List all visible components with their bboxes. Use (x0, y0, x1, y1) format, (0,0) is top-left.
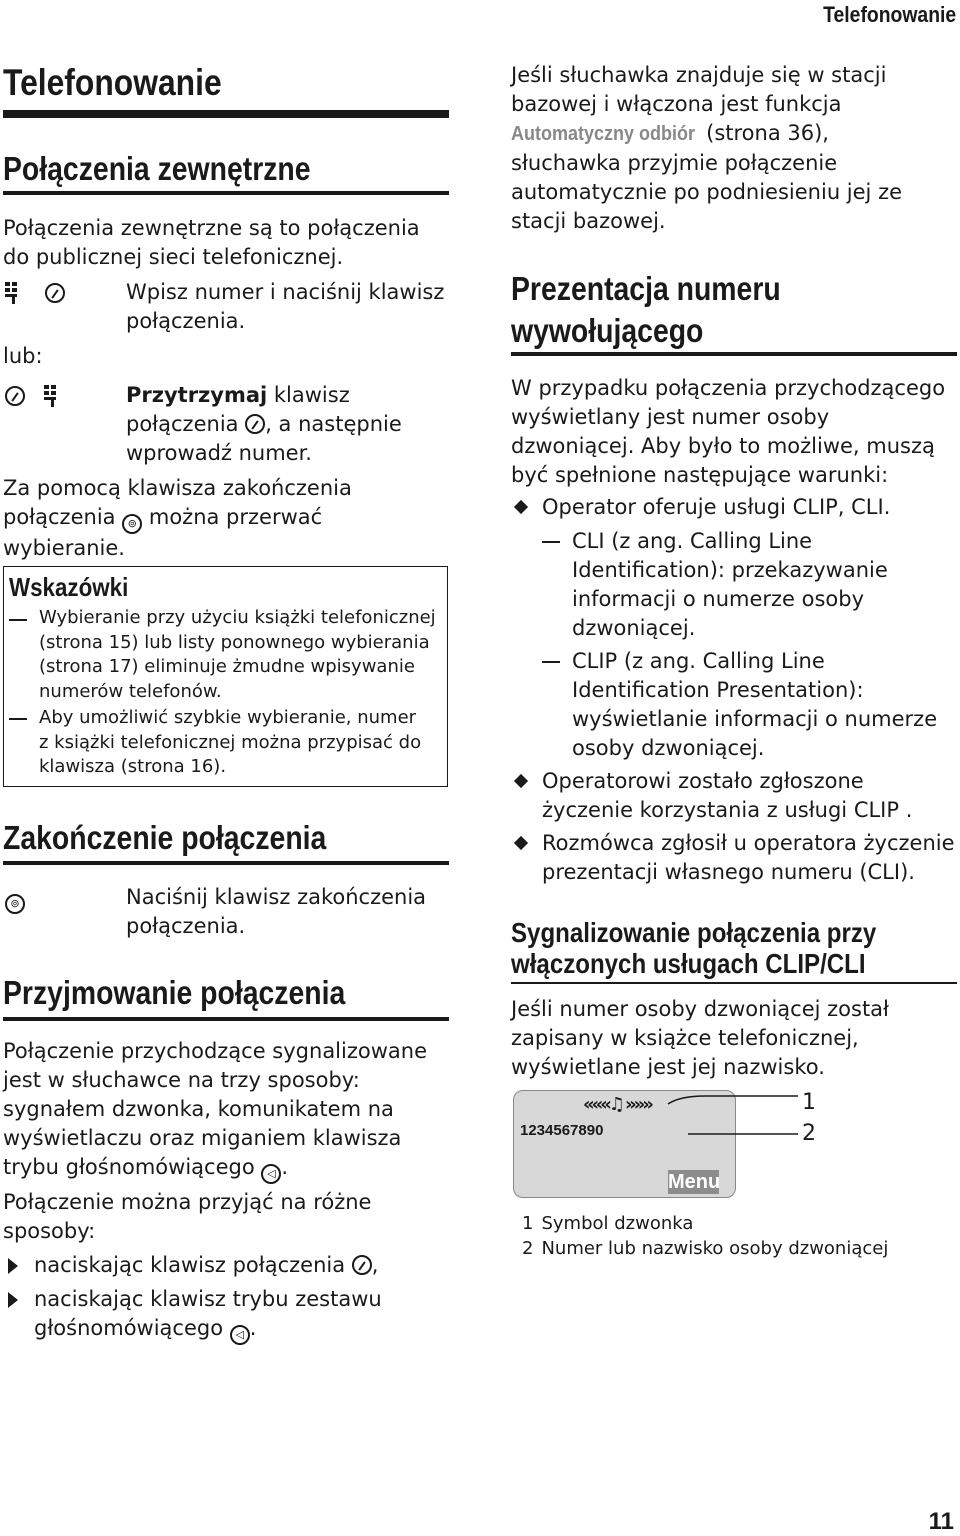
ext-intro: Połączenia zewnętrzne są to połączenia do publicznej sieci telefonicznej. (3, 216, 420, 269)
clip-intro: W przypadku połączenia przychodzącego wyświetlany jest numer osoby dzwoniącej. Aby było to możliwe, muszą być spełnione następujące warunki: (511, 376, 946, 487)
talk-key-icon (45, 283, 65, 304)
section-rule (511, 982, 957, 984)
section-title-clip: Prezentacja numeru wywołującego (511, 270, 781, 349)
speaker-key-icon: ◁ (261, 1164, 281, 1184)
section-title-signal: Sygnalizowanie połączenia przy włączonych usługach CLIP/CLI (511, 917, 877, 979)
ext-step2: Przytrzymaj klawisz połączenia , a następnie wprowadź numer. (126, 383, 402, 465)
or-label: lub: (3, 344, 43, 368)
accept-option: naciskając klawisz połączenia , (34, 1253, 379, 1277)
accept-p1: Połączenie przychodzące sygnalizowane jest w słuchawce na trzy sposoby: sygnałem dzwonka, komunikatem na wyświetlaczu oraz miganiem klawisza trybu głośnomówiącego ◁ . (3, 1037, 427, 1184)
dash (542, 541, 560, 543)
auto-answer-text: Jeśli słuchawka znajduje się w stacji bazowej i włączona jest funkcja Automatyczny odbiór (strona 36), słuchawka przyjmie połączenie automatycznie po podniesieniu jej ze stacji bazowej. (511, 63, 903, 233)
signal-text: Jeśli numer osoby dzwoniącej został zapisany w książce telefonicznej, wyświetlane jest jej nazwisko. (511, 997, 890, 1079)
dash (9, 619, 27, 621)
callout-label: 2 (802, 1121, 816, 1146)
end-call-step: Naciśnij klawisz zakończenia połączenia. (126, 885, 427, 938)
ringer-icon: «««♫»»» (583, 1094, 651, 1115)
section-title-end-call: Zakończenie połączenia (3, 819, 327, 856)
section-rule (511, 352, 957, 356)
notes-title: Wskazówki (9, 572, 129, 602)
callout-label: 1 (802, 1090, 816, 1115)
arrow-bullet-icon (8, 1292, 18, 1308)
caller-number: 1234567890 (520, 1122, 604, 1139)
note-item: Wybieranie przy użyciu książki telefonicznej (strona 15) lub listy ponownego wybierania (strona 17) eliminuje żmudne wpisywanie numerów telefonów. (39, 607, 436, 702)
diamond-bullet-icon (514, 836, 528, 850)
section-title-ext-calls: Połączenia zewnętrzne (3, 150, 311, 187)
speaker-key-icon: ◁ (230, 1325, 250, 1345)
dash (542, 661, 560, 663)
dash (9, 718, 27, 720)
diamond-bullet-icon (514, 774, 528, 788)
clip-condition: Rozmówca zgłosił u operatora życzenie prezentacji własnego numeru (CLI). (542, 831, 955, 884)
talk-key-icon (352, 1255, 372, 1275)
callout-lines (660, 1092, 800, 1142)
diamond-bullet-icon (514, 500, 528, 514)
end-key-icon: ⊚ (122, 514, 142, 534)
title-rule (3, 110, 449, 118)
talk-key-icon (245, 414, 265, 434)
section-title-accept: Przyjmowanie połączenia (3, 974, 346, 1011)
main-title: Telefonowanie (3, 62, 222, 103)
display-legend: 1 Symbol dzwonka 2 Numer lub nazwisko osoby dzwoniącej (522, 1213, 889, 1259)
talk-key-icon (5, 386, 25, 407)
clip-sub-item: CLI (z ang. Calling Line Identification): przekazywanie informacji o numerze osoby dzwoniącej. (572, 529, 888, 640)
accept-option: naciskając klawisz trybu zestawu głośnomówiącego ◁ . (34, 1285, 382, 1345)
clip-condition: Operator oferuje usługi CLIP, CLI. (542, 495, 891, 519)
accept-p2: Połączenie można przyjąć na różne sposoby: (3, 1190, 372, 1243)
clip-condition: Operatorowi zostało zgłoszone życzenie korzystania z usługi CLIP . (542, 769, 913, 822)
section-rule (3, 1017, 449, 1021)
end-key-icon: ⊚ (5, 889, 25, 914)
arrow-bullet-icon (8, 1258, 18, 1274)
keypad-icon (44, 385, 62, 407)
section-rule (3, 861, 449, 865)
ext-cancel: Za pomocą klawisza zakończenia połączenia ⊚ można przerwać wybieranie. (3, 476, 352, 560)
running-header: Telefonowanie (822, 2, 956, 27)
page-number: 11 (928, 1508, 954, 1535)
ext-step1: Wpisz numer i naciśnij klawisz połączenia. (126, 280, 445, 333)
menu-softkey: Menu (668, 1171, 721, 1193)
note-item: Aby umożliwić szybkie wybieranie, numer z książki telefonicznej można przypisać do klawisza (strona 16). (39, 707, 422, 777)
keypad-icon (5, 282, 23, 304)
clip-sub-item: CLIP (z ang. Calling Line Identification Presentation): wyświetlanie informacji o numerze osoby dzwoniącej. (572, 649, 938, 760)
section-rule (3, 191, 449, 195)
